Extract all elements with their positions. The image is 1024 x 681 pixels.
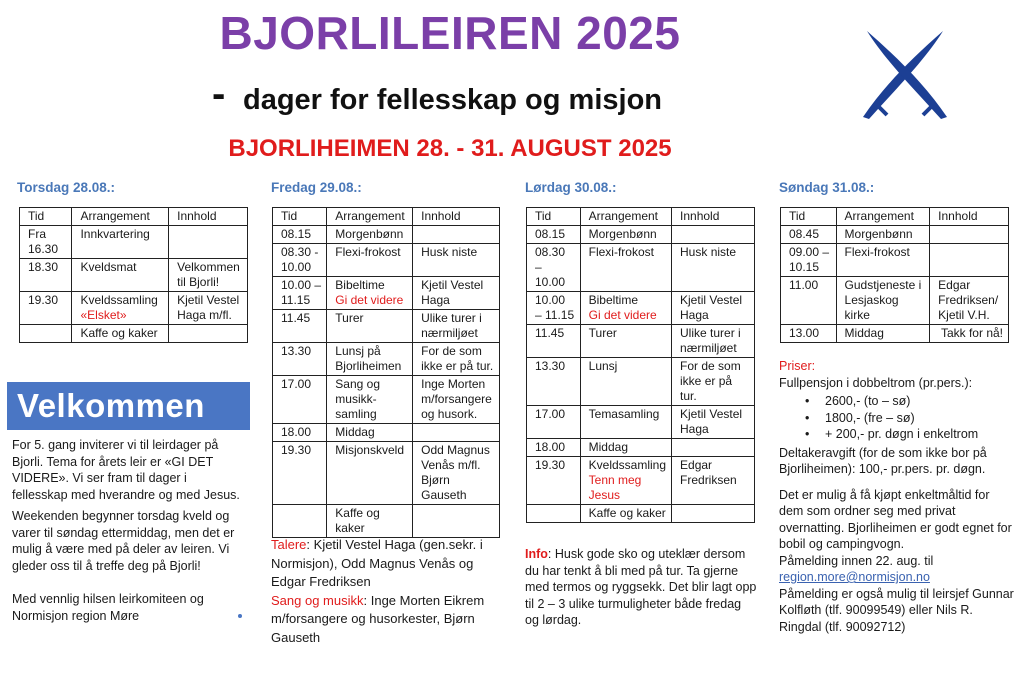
- welcome-paragraph-2: Weekenden begynner torsdag kveld og varer til søndag ettermiddag, men det er mulig å være med på deler av leiren. Vi gleder oss til å treffe deg på Bjorli!: [12, 509, 235, 573]
- table-header-row: [527, 208, 755, 226]
- cell-arrangement: [72, 325, 169, 343]
- arrangement-text: Kaffe og kaker: [80, 326, 158, 340]
- column-header-arrangement: Arrangement: [836, 208, 930, 226]
- cell-arrangement: [580, 406, 671, 439]
- welcome-signature: Med vennlig hilsen leirkomiteen og Normisjon region Møre: [12, 592, 204, 623]
- cell-time: 19.30: [273, 442, 327, 505]
- table-row: [273, 226, 500, 244]
- table-row: [527, 292, 755, 325]
- speakers-label: Talere: [271, 537, 307, 552]
- cell-time: 13.00: [781, 325, 837, 343]
- arrangement-text: Temasamling: [588, 407, 660, 421]
- cell-time: 13.30: [273, 343, 327, 376]
- cell-arrangement: [580, 226, 671, 244]
- cell-arrangement: [327, 244, 413, 277]
- arrangement-theme: Gi det videre: [335, 293, 404, 307]
- cell-time: 18.00: [273, 424, 327, 442]
- welcome-banner: Velkommen: [7, 382, 250, 430]
- column-header-arrangement: Arrangement: [327, 208, 413, 226]
- table-row: [273, 343, 500, 376]
- arrangement-text: Kveldssamling: [588, 458, 667, 472]
- schedule-table-friday: [272, 207, 500, 538]
- arrangement-text: Morgenbønn: [844, 227, 913, 241]
- decorative-dot: [238, 614, 242, 618]
- column-header-arrangement: Arrangement: [72, 208, 169, 226]
- cell-time: 08.30 - 10.00: [273, 244, 327, 277]
- table-row: [527, 226, 755, 244]
- arrangement-text: Bibeltime: [335, 278, 385, 292]
- cell-time: 11.45: [273, 310, 327, 343]
- cell-arrangement: [836, 226, 930, 244]
- cell-time: 08.15: [273, 226, 327, 244]
- cell-time: 08.15: [527, 226, 581, 244]
- cell-content: [672, 439, 755, 457]
- cell-content: [169, 226, 248, 259]
- cell-content: Kjetil Vestel Haga: [672, 406, 755, 439]
- price-item: • 1800,- (fre – sø): [779, 410, 1015, 427]
- cell-arrangement: [72, 259, 169, 292]
- table-row: [781, 325, 1009, 343]
- page-title: BJORLILEIREN 2025: [219, 7, 681, 59]
- arrangement-text: Middag: [588, 440, 628, 454]
- cell-time: 11.45: [527, 325, 581, 358]
- cell-arrangement: [327, 277, 413, 310]
- cell-content: Takk for nå!: [930, 325, 1009, 343]
- table-header-row: [273, 208, 500, 226]
- cell-arrangement: [580, 358, 671, 406]
- cell-time: 18.00: [527, 439, 581, 457]
- venue-date: BJORLIHEIMEN 28. - 31. AUGUST 2025: [228, 135, 672, 162]
- arrangement-theme: Gi det videre: [588, 308, 657, 322]
- meals-info: Det er mulig å få kjøpt enkeltmåltid for dem som ordner seg med privat overnatting. Bjorliheimen er godt egnet for bobil og campingvogn.: [779, 487, 1012, 551]
- cell-arrangement: [327, 226, 413, 244]
- cell-arrangement: [327, 424, 413, 442]
- cell-time: 18.30: [20, 259, 72, 292]
- cell-content: For de som ikke er på tur.: [413, 343, 500, 376]
- arrangement-text: Bibeltime: [588, 293, 638, 307]
- table-row: [781, 244, 1009, 277]
- column-header-tid: Tid: [20, 208, 72, 226]
- schedule-table-saturday: [526, 207, 755, 523]
- cell-arrangement: [836, 244, 930, 277]
- cell-content: [672, 226, 755, 244]
- table-header-row: [781, 208, 1009, 226]
- schedule-table-sunday: [780, 207, 1009, 343]
- cell-content: Edgar Fredriksen: [672, 457, 755, 505]
- column-header-innhold: Innhold: [930, 208, 1009, 226]
- cell-content: Kjetil Vestel Haga: [672, 292, 755, 325]
- table-row: [527, 439, 755, 457]
- arrangement-text: Kveldsmat: [80, 260, 137, 274]
- column-header-tid: Tid: [781, 208, 837, 226]
- arrangement-text: Innkvartering: [80, 227, 150, 241]
- cell-time: 08.45: [781, 226, 837, 244]
- cell-time: 11.00: [781, 277, 837, 325]
- page-subtitle: dager for fellesskap og misjon: [243, 84, 662, 116]
- arrangement-text: Flexi-frokost: [844, 245, 910, 259]
- arrangement-text: Gudstjeneste i Lesjaskog kirke: [844, 278, 922, 322]
- arrangement-text: Turer: [335, 311, 364, 325]
- cell-time: 19.30: [20, 292, 72, 325]
- cell-content: Ulike turer i nærmiljøet: [672, 325, 755, 358]
- cell-arrangement: [580, 439, 671, 457]
- arrangement-text: Morgenbønn: [588, 227, 657, 241]
- music-label: Sang og musikk: [271, 592, 364, 608]
- arrangement-theme: «Elsket»: [80, 308, 127, 322]
- column-header-tid: Tid: [527, 208, 581, 226]
- table-row: [781, 277, 1009, 325]
- arrangement-text: Middag: [844, 326, 884, 340]
- info-label: Info: [525, 547, 548, 561]
- arrangement-theme: Tenn meg Jesus: [588, 473, 642, 502]
- table-row: [527, 406, 755, 439]
- cell-content: [672, 505, 755, 523]
- day-heading-saturday: Lørdag 30.08.:: [525, 180, 617, 195]
- table-row: [273, 310, 500, 343]
- table-row: [527, 505, 755, 523]
- arrangement-text: Morgenbønn: [335, 227, 404, 241]
- column-header-innhold: Innhold: [672, 208, 755, 226]
- table-row: [527, 325, 755, 358]
- cell-time: [527, 505, 581, 523]
- cell-content: Inge Morten m/forsangere og husork.: [413, 376, 500, 424]
- prices-section: [779, 358, 1015, 635]
- cell-arrangement: [327, 376, 413, 424]
- table-row: [273, 244, 500, 277]
- cell-arrangement: [580, 292, 671, 325]
- table-row: [20, 226, 248, 259]
- cell-arrangement: [580, 505, 671, 523]
- cell-time: Fra 16.30: [20, 226, 72, 259]
- day-heading-thursday: Torsdag 28.08.:: [17, 180, 116, 195]
- prices-heading: Priser:: [779, 359, 816, 373]
- day-heading-sunday: Søndag 31.08.:: [779, 180, 875, 195]
- table-row: [273, 442, 500, 505]
- column-header-tid: Tid: [273, 208, 327, 226]
- price-item: • + 200,- pr. døgn i enkeltrom: [779, 426, 1015, 443]
- cell-arrangement: [327, 310, 413, 343]
- cell-content: [413, 424, 500, 442]
- column-header-innhold: Innhold: [413, 208, 500, 226]
- price-item: • 2600,- (to – sø): [779, 393, 1015, 410]
- cell-arrangement: [327, 505, 413, 538]
- table-row: [527, 244, 755, 292]
- title-dash: -: [212, 72, 226, 116]
- table-row: [20, 259, 248, 292]
- arrangement-text: Flexi-frokost: [588, 245, 654, 259]
- cell-arrangement: [72, 292, 169, 325]
- arrangement-text: Misjonskveld: [335, 443, 404, 457]
- cell-content: For de som ikke er på tur.: [672, 358, 755, 406]
- speakers-section: [271, 536, 505, 647]
- signup-text: Påmelding innen 22. aug. til: [779, 553, 934, 568]
- cell-arrangement: [580, 457, 671, 505]
- cell-content: [413, 505, 500, 538]
- cell-content: [930, 244, 1009, 277]
- arrangement-text: Sang og musikk-samling: [335, 377, 381, 421]
- prices-intro: Fullpensjon i dobbeltrom (pr.pers.):: [779, 375, 973, 390]
- cell-content: [930, 226, 1009, 244]
- table-row: [20, 292, 248, 325]
- cell-content: Edgar Fredriksen/ Kjetil V.H.: [930, 277, 1009, 325]
- music-text: : Inge Morten Eikrem m/forsangere og husorkester, Bjørn Gauseth: [271, 592, 485, 645]
- arrangement-text: Flexi-frokost: [335, 245, 401, 259]
- table-row: [527, 457, 755, 505]
- cell-time: 17.00: [273, 376, 327, 424]
- cell-arrangement: [836, 325, 930, 343]
- welcome-paragraph-1: For 5. gang inviterer vi til leirdager på Bjorli. Tema for årets leir er «GI DET VIDERE». Vi ser fram til dager i fellesskap med hverandre og med Jesus.: [12, 438, 240, 502]
- arrangement-text: Kaffe og kaker: [335, 506, 380, 535]
- prices-list: [779, 393, 1015, 443]
- arrangement-text: Middag: [335, 425, 375, 439]
- cell-arrangement: [580, 325, 671, 358]
- table-row: [273, 424, 500, 442]
- table-row: [20, 325, 248, 343]
- welcome-text: [12, 437, 244, 629]
- cell-content: Ulike turer i nærmiljøet: [413, 310, 500, 343]
- cell-arrangement: [580, 244, 671, 292]
- table-row: [273, 376, 500, 424]
- participant-fee: Deltakeravgift (for de som ikke bor på Bjorliheimen): 100,- pr.pers. pr. døgn.: [779, 445, 987, 476]
- cell-time: 19.30: [527, 457, 581, 505]
- column-header-innhold: Innhold: [169, 208, 248, 226]
- cell-content: Husk niste: [672, 244, 755, 292]
- cell-content: Kjetil Vestel Haga: [413, 277, 500, 310]
- info-section: [525, 546, 757, 629]
- contact-info: Påmelding er også mulig til leirsjef Gunnar Kolfløth (tlf. 90099549) eller Nils R. Ringdal (tlf. 90092712): [779, 586, 1014, 634]
- cell-content: Kjetil Vestel Haga m/fl.: [169, 292, 248, 325]
- cell-content: [413, 226, 500, 244]
- cell-arrangement: [327, 343, 413, 376]
- cell-arrangement: [72, 226, 169, 259]
- cell-time: [273, 505, 327, 538]
- cell-content: Husk niste: [413, 244, 500, 277]
- schedule-table-thursday: [19, 207, 248, 343]
- table-row: [273, 505, 500, 538]
- table-row: [527, 358, 755, 406]
- arrangement-text: Kveldssamling: [80, 293, 158, 307]
- cell-arrangement: [327, 442, 413, 505]
- cell-time: 13.30: [527, 358, 581, 406]
- cell-arrangement: [836, 277, 930, 325]
- cell-time: 10.00 – 11.15: [273, 277, 327, 310]
- table-row: [273, 277, 500, 310]
- cell-time: [20, 325, 72, 343]
- speakers-text: : Kjetil Vestel Haga (gen.sekr. i Normisjon), Odd Magnus Venås og Edgar Fredriksen: [271, 537, 483, 589]
- cell-time: 08.30 – 10.00: [527, 244, 581, 292]
- cell-time: 09.00 – 10.15: [781, 244, 837, 277]
- arrangement-text: Lunsj på Bjorliheimen: [335, 344, 402, 373]
- arrangement-text: Kaffe og kaker: [588, 506, 666, 520]
- table-row: [781, 226, 1009, 244]
- day-heading-friday: Fredag 29.08.:: [271, 180, 362, 195]
- cell-time: 10.00 – 11.15: [527, 292, 581, 325]
- arrangement-text: Lunsj: [588, 359, 618, 373]
- arrangement-text: Turer: [588, 326, 617, 340]
- column-header-arrangement: Arrangement: [580, 208, 671, 226]
- table-header-row: [20, 208, 248, 226]
- signup-email-link[interactable]: region.more@normisjon.no: [779, 570, 930, 584]
- cell-content: Odd Magnus Venås m/fl. Bjørn Gauseth: [413, 442, 500, 505]
- cell-content: Velkommen til Bjorli!: [169, 259, 248, 292]
- cell-time: 17.00: [527, 406, 581, 439]
- crossed-swords-logo-icon: [855, 25, 955, 125]
- info-text: : Husk gode sko og uteklær dersom du har tenkt å bli med på tur. Ta gjerne med termos og ryggsekk. Det blir lagt opp til 2 – 3 ulike turmuligheter både fredag og lørdag.: [525, 547, 757, 627]
- cell-content: [169, 325, 248, 343]
